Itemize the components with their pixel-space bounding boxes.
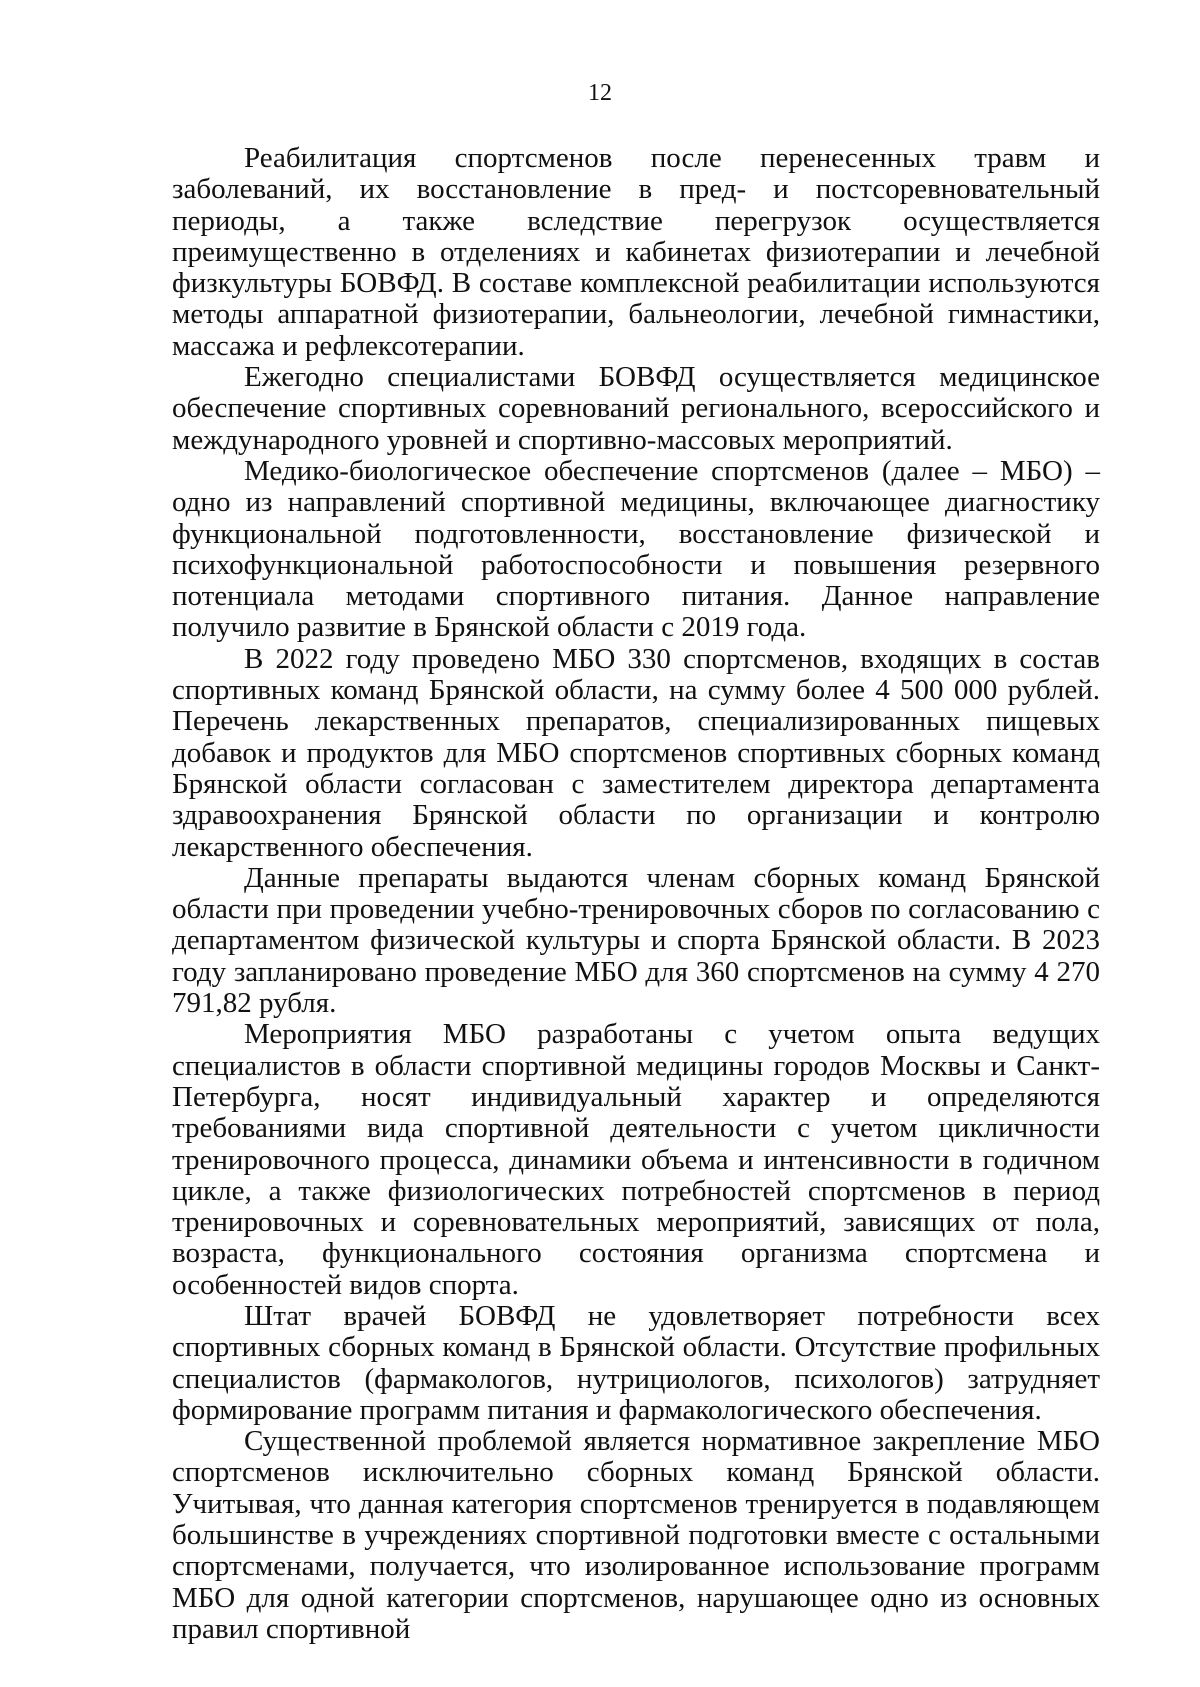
paragraph-staff: Штат врачей БОВФД не удовлетворяет потребности всех спортивных сборных команд в Брянской области. Отсутствие профильных специалистов (фармакологов, нутрициологов, психологов) затрудняет формирование программ питания и фармакологического обеспечения. — [172, 1299, 1100, 1426]
paragraph-medical-support: Ежегодно специалистами БОВФД осуществляется медицинское обеспечение спортивных соревнований регионального, всероссийского и международного уровней и спортивно-массовых мероприятий. — [172, 361, 1100, 456]
paragraph-mbo-2022: В 2022 году проведено МБО 330 спортсменов, входящих в состав спортивных команд Брянской области, на сумму более 4 500 000 рублей. Перечень лекарственных препаратов, специализированных пищевых добавок и продуктов для МБО спортсменов спортивных сборных команд Брянской области согласован с заместителем директора департамента здравоохранения Брянской области по организации и контролю лекарственного обеспечения. — [172, 642, 1100, 863]
paragraph-problem: Существенной проблемой является нормативное закрепление МБО спортсменов исключительно сборных команд Брянской области. Учитывая, что данная категория спортсменов тренируется в подавляющем большинстве в учреждениях спортивной подготовки вместе с остальными спортсменами, получается, что изолированное использование программ МБО для одной категории спортсменов, нарушающее одно из основных правил спортивной — [172, 1425, 1100, 1645]
page-number: 12 — [588, 80, 612, 106]
paragraph-rehabilitation: Реабилитация спортсменов после перенесенных травм и заболеваний, их восстановление в пред- и постсоревновательный периоды, а также вследствие перегрузок осуществляется преимущественно в отделениях и кабинетах физиотерапии и лечебной физкультуры БОВФД. В составе комплексной реабилитации используются методы аппаратной физиотерапии, бальнеологии, лечебной гимнастики, массажа и рефлексотерапии. — [172, 142, 1100, 362]
document-body — [172, 143, 1100, 1645]
paragraph-mbo-measures: Мероприятия МБО разработаны с учетом опыта ведущих специалистов в области спортивной медицины городов Москвы и Санкт-Петербурга, носят индивидуальный характер и определяются требованиями вида спортивной деятельности с учетом цикличности тренировочного процесса, динамики объема и интенсивности в годичном цикле, а также физиологических потребностей спортсменов в период тренировочных и соревновательных мероприятий, зависящих от пола, возраста, функционального состояния организма спортсмена и особенностей видов спорта. — [172, 1018, 1100, 1301]
paragraph-preparations: Данные препараты выдаются членам сборных команд Брянской области при проведении учебно-тренировочных сборов по согласованию с департаментом физической культуры и спорта Брянской области. В 2023 году запланировано проведение МБО для 360 спортсменов на сумму 4 270 791,82 рубля. — [172, 861, 1100, 1020]
paragraph-mbo-definition: Медико-биологическое обеспечение спортсменов (далее – МБО) – одно из направлений спортивной медицины, включающее диагностику функциональной подготовленности, восстановление физической и психофункциональной работоспособности и повышения резервного потенциала методами спортивного питания. Данное направление получило развитие в Брянской области с 2019 года. — [172, 454, 1100, 644]
